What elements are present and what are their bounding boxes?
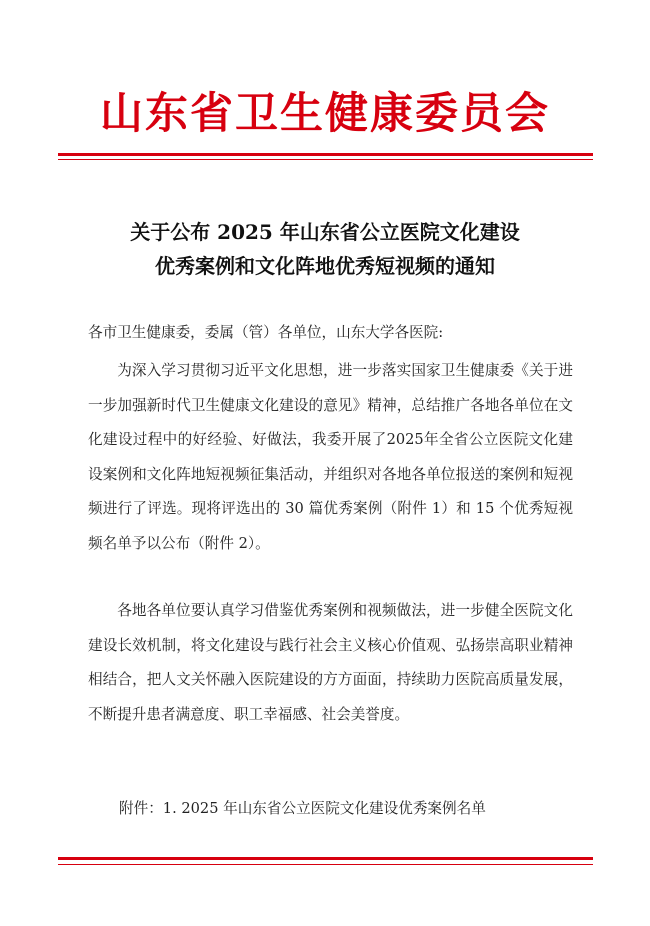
paragraph-2: 各地各单位要认真学习借鉴优秀案例和视频做法，进一步健全医院文化建设长效机制，将文化建设与践行社会主义核心价值观、弘扬崇高职业精神相结合，把人文关怀融入医院建设的方方面面，持续助力医院高质量发展，不断提升患者满意度、职工幸福感、社会美誉度。	[88, 602, 573, 723]
masthead-rule-thin	[58, 159, 593, 160]
salutation: 各市卫生健康委，委属（管）各单位，山东大学各医院:	[88, 324, 444, 341]
attachment-line: 附件：1. 2025 年山东省公立医院文化建设优秀案例名单	[119, 800, 486, 817]
notice-title-line-2: 优秀案例和文化阵地优秀短视频的通知	[155, 254, 495, 278]
paragraph-1: 为深入学习贯彻习近平文化思想，进一步落实国家卫生健康委《关于进一步加强新时代卫生健康文化建设的意见》精神，总结推广各地各单位在文化建设过程中的好经验、好做法，我委开展了2025年全省公立医院文化建设案例和文化阵地短视频征集活动，并组织对各地各单位报送的案例和短视频进行了评选。现将评选出的 30 篇优秀案例（附件 1）和 15 个优秀短视频名单予以公布（附件 2）。	[88, 362, 573, 552]
notice-title-line-1: 关于公布 2025 年山东省公立医院文化建设	[130, 220, 520, 244]
masthead-rule-thick	[58, 153, 593, 156]
footer-rule-thick	[58, 857, 593, 860]
notice-title	[40, 215, 610, 283]
masthead-title: 山东省卫生健康委员会	[100, 89, 550, 139]
footer-rule-thin	[58, 864, 593, 865]
